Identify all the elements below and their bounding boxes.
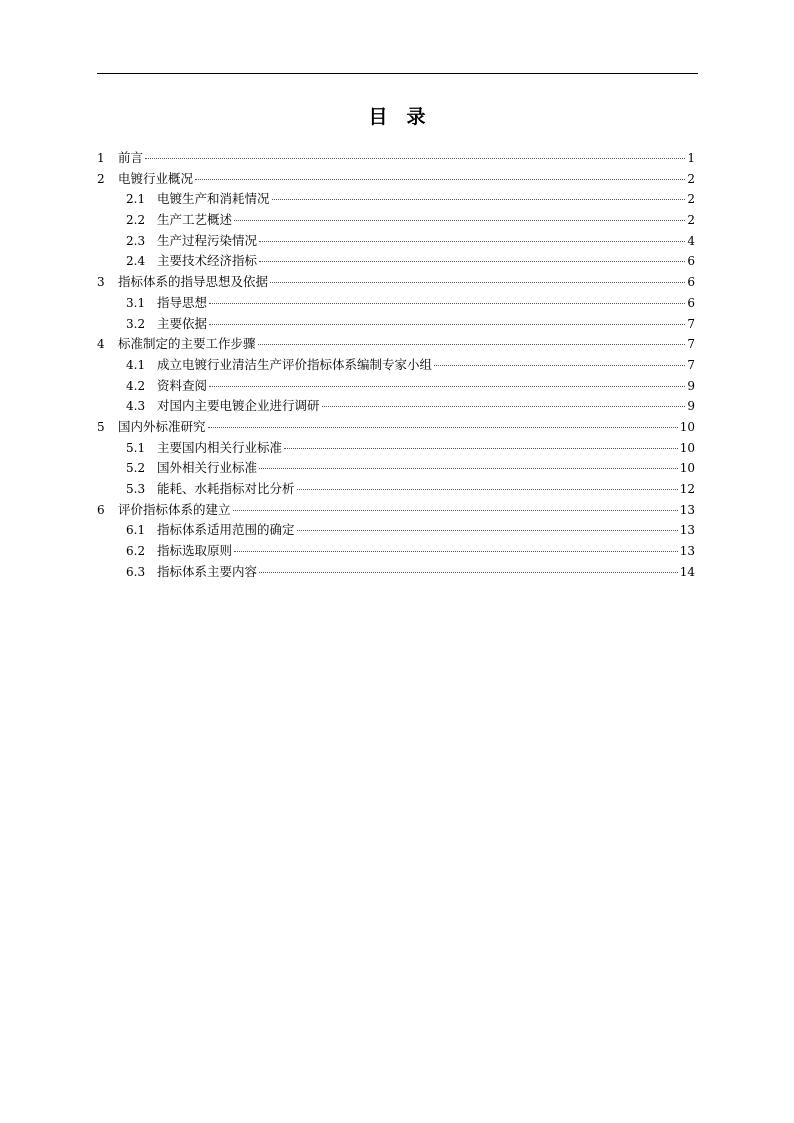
entry-page: 4: [687, 233, 695, 248]
entry-number: 4.2: [126, 378, 146, 393]
dot-leader: [234, 220, 685, 221]
toc-entry[interactable]: [97, 520, 695, 541]
toc-entry[interactable]: [97, 438, 695, 459]
toc-entry[interactable]: [97, 272, 695, 293]
entry-label: 生产过程污染情况: [157, 232, 258, 248]
dot-leader: [208, 427, 678, 428]
dot-leader: [209, 303, 685, 304]
entry-page: 2: [687, 171, 695, 186]
entry-label: 成立电镀行业清洁生产评价指标体系编制专家小组: [157, 356, 433, 372]
dot-leader: [233, 510, 678, 511]
toc-entry[interactable]: [97, 500, 695, 521]
entry-page: 14: [679, 564, 695, 579]
dot-leader: [259, 261, 685, 262]
toc-entry[interactable]: [97, 479, 695, 500]
toc-entry[interactable]: [97, 334, 695, 355]
dot-leader: [297, 530, 678, 531]
header-rule: [97, 73, 698, 74]
entry-page: 10: [679, 419, 695, 434]
dot-leader: [209, 324, 685, 325]
entry-page: 1: [687, 151, 695, 165]
dot-leader: [259, 572, 678, 573]
entry-number: 4: [97, 337, 105, 352]
entry-number: 5.1: [126, 440, 146, 455]
dot-leader: [259, 468, 678, 469]
entry-page: 6: [687, 254, 695, 269]
entry-number: 2.2: [126, 213, 146, 228]
toc-entry[interactable]: [97, 396, 695, 417]
toc-entry[interactable]: [97, 376, 695, 397]
dot-leader: [234, 551, 678, 552]
entry-number: 6: [97, 502, 105, 517]
entry-page: 7: [687, 337, 695, 352]
toc-title: 目 录: [368, 106, 426, 128]
entry-label: 指导思想: [157, 294, 208, 310]
entry-label: 主要依据: [157, 315, 208, 331]
entry-label: 指标体系主要内容: [157, 563, 258, 579]
entry-page: 10: [679, 461, 695, 476]
entry-page: 7: [687, 357, 695, 372]
entry-number: 6.3: [126, 564, 146, 579]
entry-page: 10: [679, 440, 695, 455]
dot-leader: [195, 179, 685, 180]
entry-page: 6: [687, 275, 695, 290]
entry-label: 指标选取原则: [157, 543, 233, 559]
entry-number: 4.1: [126, 357, 146, 372]
entry-label: 指标体系适用范围的确定: [157, 522, 295, 538]
toc-entry[interactable]: [97, 541, 695, 562]
dot-leader: [145, 158, 685, 159]
entry-label: 标准制定的主要工作步骤: [118, 336, 256, 352]
entry-number: 2.3: [126, 233, 146, 248]
toc-entry[interactable]: [97, 189, 695, 210]
entry-label: 指标体系的指导思想及依据: [118, 274, 269, 290]
entry-number: 5.2: [126, 461, 146, 476]
entry-label: 国内外标准研究: [118, 418, 206, 434]
dot-leader: [297, 489, 678, 490]
entry-number: 5.3: [126, 482, 146, 496]
entry-page: 12: [679, 482, 695, 496]
entry-number: 6.1: [126, 523, 146, 538]
entry-number: 3.2: [126, 316, 146, 331]
entry-number: 3: [97, 275, 105, 290]
dot-leader: [272, 199, 686, 200]
entry-page: 13: [679, 523, 695, 538]
toc-entry[interactable]: [97, 210, 695, 231]
dot-leader: [258, 344, 686, 345]
entry-label: 主要技术经济指标: [157, 253, 258, 269]
entry-label: 主要国内相关行业标准: [157, 439, 283, 455]
entry-page: 6: [687, 295, 695, 310]
entry-label: 国外相关行业标准: [157, 460, 258, 476]
dot-leader: [322, 406, 686, 407]
toc-entry[interactable]: [97, 148, 695, 169]
entry-label: 评价指标体系的建立: [118, 501, 231, 517]
toc-entry[interactable]: [97, 251, 695, 272]
dot-leader: [284, 448, 678, 449]
entry-number: 6.2: [126, 544, 146, 559]
entry-page: 9: [687, 378, 695, 393]
entry-label: 对国内主要电镀企业进行调研: [157, 398, 320, 414]
entry-label: 能耗、水耗指标对比分析: [157, 481, 295, 496]
entry-label: 生产工艺概述: [157, 212, 233, 228]
toc-entry[interactable]: [97, 169, 695, 190]
entry-label: 前言: [118, 150, 144, 165]
entry-number: 2: [97, 171, 105, 186]
dot-leader: [434, 365, 685, 366]
toc-entry[interactable]: [97, 231, 695, 252]
entry-number: 1: [97, 151, 105, 165]
entry-number: 2.1: [126, 192, 146, 207]
entry-page: 9: [687, 399, 695, 414]
entry-page: 13: [679, 544, 695, 559]
entry-number: 5: [97, 419, 105, 434]
dot-leader: [270, 282, 685, 283]
toc-entry[interactable]: [97, 562, 695, 583]
dot-leader: [209, 386, 685, 387]
entry-label: 电镀生产和消耗情况: [157, 191, 270, 207]
toc-entry[interactable]: [97, 293, 695, 314]
table-of-contents: [97, 148, 695, 582]
toc-entry[interactable]: [97, 458, 695, 479]
entry-number: 4.3: [126, 399, 146, 414]
toc-entry[interactable]: [97, 314, 695, 335]
entry-page: 2: [687, 213, 695, 228]
entry-number: 2.4: [126, 254, 146, 269]
toc-entry[interactable]: [97, 417, 695, 438]
entry-page: 7: [687, 316, 695, 331]
entry-page: 2: [687, 192, 695, 207]
toc-entry[interactable]: [97, 355, 695, 376]
entry-label: 资料查阅: [157, 377, 208, 393]
entry-page: 13: [679, 502, 695, 517]
dot-leader: [259, 241, 685, 242]
entry-label: 电镀行业概况: [118, 170, 194, 186]
entry-number: 3.1: [126, 295, 146, 310]
